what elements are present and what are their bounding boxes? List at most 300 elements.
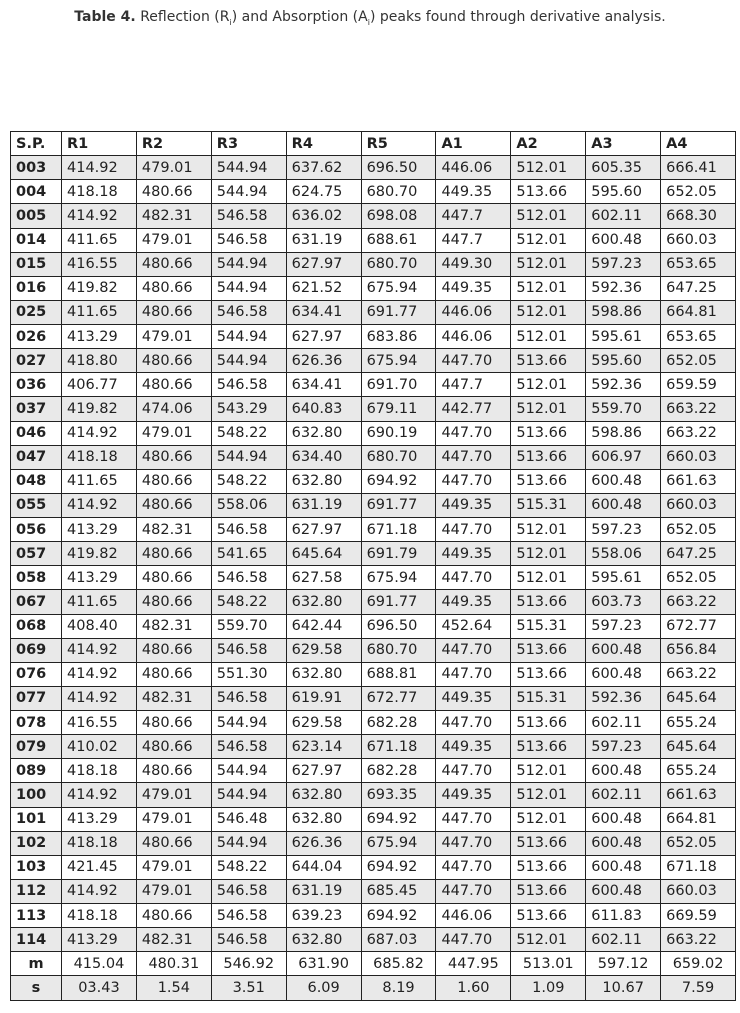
peaks-table [10, 131, 736, 1001]
value-cell: 512.01 [511, 276, 586, 300]
sample-point-cell: 113 [11, 904, 62, 928]
value-cell: 479.01 [136, 325, 211, 349]
value-cell: 632.80 [286, 662, 361, 686]
table-stats [11, 952, 736, 1000]
value-cell: 644.04 [286, 855, 361, 879]
header-r1: R1 [62, 132, 137, 156]
value-cell: 558.06 [211, 493, 286, 517]
value-cell: 479.01 [136, 156, 211, 180]
value-cell: 419.82 [62, 276, 137, 300]
value-cell: 474.06 [136, 397, 211, 421]
header-r3: R3 [211, 132, 286, 156]
value-cell: 675.94 [361, 566, 436, 590]
value-cell: 482.31 [136, 686, 211, 710]
value-cell: 414.92 [62, 156, 137, 180]
value-cell: 600.48 [586, 228, 661, 252]
value-cell: 513.66 [511, 735, 586, 759]
value-cell: 694.92 [361, 807, 436, 831]
value-cell: 682.28 [361, 711, 436, 735]
value-cell: 480.66 [136, 180, 211, 204]
value-cell: 600.48 [586, 469, 661, 493]
value-cell: 480.66 [136, 493, 211, 517]
value-cell: 627.97 [286, 518, 361, 542]
value-cell: 632.80 [286, 469, 361, 493]
stat-value-cell: 3.51 [211, 976, 286, 1000]
value-cell: 544.94 [211, 445, 286, 469]
sample-point-cell: 036 [11, 373, 62, 397]
stat-value-cell: 659.02 [661, 952, 736, 976]
value-cell: 413.29 [62, 325, 137, 349]
value-cell: 513.66 [511, 879, 586, 903]
stat-value-cell: 1.60 [436, 976, 511, 1000]
value-cell: 446.06 [436, 156, 511, 180]
value-cell: 447.70 [436, 349, 511, 373]
value-cell: 546.58 [211, 373, 286, 397]
value-cell: 558.06 [586, 542, 661, 566]
value-cell: 690.19 [361, 421, 436, 445]
value-cell: 627.97 [286, 252, 361, 276]
value-cell: 671.18 [361, 518, 436, 542]
value-cell: 698.08 [361, 204, 436, 228]
table-row [11, 831, 736, 855]
value-cell: 419.82 [62, 542, 137, 566]
table-row [11, 807, 736, 831]
value-cell: 446.06 [436, 904, 511, 928]
stat-value-cell: 597.12 [586, 952, 661, 976]
value-cell: 663.22 [661, 662, 736, 686]
value-cell: 653.65 [661, 252, 736, 276]
value-cell: 605.35 [586, 156, 661, 180]
table-row [11, 469, 736, 493]
stat-value-cell: 8.19 [361, 976, 436, 1000]
value-cell: 512.01 [511, 373, 586, 397]
value-cell: 634.41 [286, 373, 361, 397]
value-cell: 693.35 [361, 783, 436, 807]
value-cell: 548.22 [211, 469, 286, 493]
value-cell: 479.01 [136, 807, 211, 831]
value-cell: 627.97 [286, 759, 361, 783]
value-cell: 544.94 [211, 325, 286, 349]
value-cell: 663.22 [661, 590, 736, 614]
value-cell: 480.66 [136, 349, 211, 373]
sample-point-cell: 102 [11, 831, 62, 855]
value-cell: 631.19 [286, 493, 361, 517]
sample-point-cell: 016 [11, 276, 62, 300]
value-cell: 447.70 [436, 879, 511, 903]
table-caption [0, 9, 740, 27]
value-cell: 447.7 [436, 228, 511, 252]
value-cell: 546.58 [211, 518, 286, 542]
caption-text-c: ) peaks found through derivative analysis. [369, 9, 666, 25]
sample-point-cell: 089 [11, 759, 62, 783]
sample-point-cell: 046 [11, 421, 62, 445]
value-cell: 626.36 [286, 831, 361, 855]
value-cell: 447.70 [436, 518, 511, 542]
value-cell: 669.59 [661, 904, 736, 928]
stat-value-cell: 7.59 [661, 976, 736, 1000]
value-cell: 548.22 [211, 590, 286, 614]
value-cell: 414.92 [62, 493, 137, 517]
table-row [11, 879, 736, 903]
header-r4: R4 [286, 132, 361, 156]
value-cell: 600.48 [586, 879, 661, 903]
value-cell: 513.66 [511, 711, 586, 735]
value-cell: 419.82 [62, 397, 137, 421]
value-cell: 627.58 [286, 566, 361, 590]
value-cell: 602.11 [586, 783, 661, 807]
value-cell: 606.97 [586, 445, 661, 469]
value-cell: 513.66 [511, 904, 586, 928]
value-cell: 482.31 [136, 204, 211, 228]
value-cell: 546.58 [211, 686, 286, 710]
value-cell: 639.23 [286, 904, 361, 928]
value-cell: 634.40 [286, 445, 361, 469]
value-cell: 691.70 [361, 373, 436, 397]
value-cell: 691.77 [361, 300, 436, 324]
value-cell: 544.94 [211, 831, 286, 855]
value-cell: 660.03 [661, 445, 736, 469]
value-cell: 655.24 [661, 711, 736, 735]
value-cell: 631.19 [286, 228, 361, 252]
value-cell: 418.18 [62, 445, 137, 469]
value-cell: 413.29 [62, 518, 137, 542]
value-cell: 682.28 [361, 759, 436, 783]
sample-point-cell: 067 [11, 590, 62, 614]
value-cell: 480.66 [136, 735, 211, 759]
value-cell: 696.50 [361, 156, 436, 180]
table-row [11, 180, 736, 204]
table-row [11, 904, 736, 928]
value-cell: 515.31 [511, 493, 586, 517]
value-cell: 411.65 [62, 300, 137, 324]
table-row [11, 855, 736, 879]
value-cell: 598.86 [586, 421, 661, 445]
sample-point-cell: 014 [11, 228, 62, 252]
value-cell: 513.66 [511, 831, 586, 855]
value-cell: 480.66 [136, 662, 211, 686]
value-cell: 632.80 [286, 807, 361, 831]
value-cell: 652.05 [661, 831, 736, 855]
value-cell: 621.52 [286, 276, 361, 300]
value-cell: 652.05 [661, 349, 736, 373]
stat-value-cell: 1.09 [511, 976, 586, 1000]
value-cell: 672.77 [661, 614, 736, 638]
value-cell: 600.48 [586, 759, 661, 783]
value-cell: 406.77 [62, 373, 137, 397]
value-cell: 513.66 [511, 349, 586, 373]
value-cell: 414.92 [62, 783, 137, 807]
value-cell: 675.94 [361, 276, 436, 300]
sample-point-cell: 079 [11, 735, 62, 759]
sample-point-cell: 025 [11, 300, 62, 324]
value-cell: 546.58 [211, 566, 286, 590]
value-cell: 447.70 [436, 759, 511, 783]
header-r2: R2 [136, 132, 211, 156]
value-cell: 512.01 [511, 325, 586, 349]
value-cell: 413.29 [62, 807, 137, 831]
value-cell: 480.66 [136, 542, 211, 566]
value-cell: 652.05 [661, 518, 736, 542]
value-cell: 513.66 [511, 855, 586, 879]
value-cell: 624.75 [286, 180, 361, 204]
stat-value-cell: 03.43 [62, 976, 137, 1000]
value-cell: 447.70 [436, 445, 511, 469]
caption-text-b: ) and Absorption (A [231, 9, 368, 25]
value-cell: 632.80 [286, 783, 361, 807]
value-cell: 688.61 [361, 228, 436, 252]
sample-point-cell: 077 [11, 686, 62, 710]
value-cell: 592.36 [586, 276, 661, 300]
stat-value-cell: 480.31 [136, 952, 211, 976]
value-cell: 652.05 [661, 566, 736, 590]
value-cell: 447.7 [436, 204, 511, 228]
sample-point-cell: 026 [11, 325, 62, 349]
value-cell: 647.25 [661, 542, 736, 566]
value-cell: 663.22 [661, 421, 736, 445]
value-cell: 627.97 [286, 325, 361, 349]
value-cell: 512.01 [511, 783, 586, 807]
value-cell: 544.94 [211, 180, 286, 204]
sample-point-cell: 015 [11, 252, 62, 276]
sample-point-cell: 114 [11, 928, 62, 952]
value-cell: 559.70 [211, 614, 286, 638]
value-cell: 411.65 [62, 469, 137, 493]
value-cell: 512.01 [511, 542, 586, 566]
value-cell: 449.30 [436, 252, 511, 276]
value-cell: 687.03 [361, 928, 436, 952]
value-cell: 652.05 [661, 180, 736, 204]
value-cell: 680.70 [361, 180, 436, 204]
stat-label-cell: s [11, 976, 62, 1000]
value-cell: 480.66 [136, 590, 211, 614]
value-cell: 480.66 [136, 711, 211, 735]
table-row [11, 662, 736, 686]
value-cell: 634.41 [286, 300, 361, 324]
value-cell: 661.63 [661, 469, 736, 493]
value-cell: 636.02 [286, 204, 361, 228]
mean-row [11, 952, 736, 976]
value-cell: 480.66 [136, 759, 211, 783]
value-cell: 546.58 [211, 735, 286, 759]
value-cell: 447.70 [436, 807, 511, 831]
value-cell: 414.92 [62, 204, 137, 228]
value-cell: 512.01 [511, 252, 586, 276]
value-cell: 645.64 [661, 686, 736, 710]
sample-point-cell: 055 [11, 493, 62, 517]
value-cell: 479.01 [136, 421, 211, 445]
value-cell: 414.92 [62, 686, 137, 710]
table-row [11, 421, 736, 445]
value-cell: 602.11 [586, 711, 661, 735]
value-cell: 602.11 [586, 204, 661, 228]
header-a4: A4 [661, 132, 736, 156]
value-cell: 595.60 [586, 349, 661, 373]
value-cell: 680.70 [361, 445, 436, 469]
value-cell: 671.18 [661, 855, 736, 879]
header-a3: A3 [586, 132, 661, 156]
value-cell: 546.58 [211, 204, 286, 228]
value-cell: 672.77 [361, 686, 436, 710]
sample-point-cell: 100 [11, 783, 62, 807]
value-cell: 447.70 [436, 855, 511, 879]
value-cell: 546.58 [211, 904, 286, 928]
value-cell: 513.66 [511, 638, 586, 662]
header-row [11, 132, 736, 156]
value-cell: 691.79 [361, 542, 436, 566]
value-cell: 512.01 [511, 807, 586, 831]
value-cell: 544.94 [211, 349, 286, 373]
value-cell: 512.01 [511, 228, 586, 252]
value-cell: 543.29 [211, 397, 286, 421]
value-cell: 512.01 [511, 156, 586, 180]
value-cell: 632.80 [286, 421, 361, 445]
value-cell: 603.73 [586, 590, 661, 614]
table-row [11, 759, 736, 783]
value-cell: 447.70 [436, 469, 511, 493]
header-sample-point: S.P. [11, 132, 62, 156]
value-cell: 513.66 [511, 469, 586, 493]
table-row [11, 276, 736, 300]
table-row [11, 711, 736, 735]
value-cell: 546.58 [211, 638, 286, 662]
sample-point-cell: 047 [11, 445, 62, 469]
sample-point-cell: 004 [11, 180, 62, 204]
sample-point-cell: 057 [11, 542, 62, 566]
value-cell: 513.66 [511, 590, 586, 614]
value-cell: 446.06 [436, 300, 511, 324]
table-row [11, 735, 736, 759]
sample-point-cell: 056 [11, 518, 62, 542]
value-cell: 675.94 [361, 349, 436, 373]
value-cell: 637.62 [286, 156, 361, 180]
table-row [11, 228, 736, 252]
sample-point-cell: 048 [11, 469, 62, 493]
value-cell: 629.58 [286, 638, 361, 662]
value-cell: 512.01 [511, 759, 586, 783]
sample-point-cell: 078 [11, 711, 62, 735]
header-a2: A2 [511, 132, 586, 156]
value-cell: 482.31 [136, 928, 211, 952]
value-cell: 480.66 [136, 638, 211, 662]
sample-point-cell: 005 [11, 204, 62, 228]
value-cell: 592.36 [586, 373, 661, 397]
value-cell: 632.80 [286, 590, 361, 614]
stat-label-cell: m [11, 952, 62, 976]
value-cell: 447.70 [436, 711, 511, 735]
value-cell: 449.35 [436, 276, 511, 300]
value-cell: 546.58 [211, 228, 286, 252]
value-cell: 515.31 [511, 614, 586, 638]
stat-value-cell: 546.92 [211, 952, 286, 976]
value-cell: 416.55 [62, 711, 137, 735]
header-r5: R5 [361, 132, 436, 156]
value-cell: 694.92 [361, 904, 436, 928]
value-cell: 512.01 [511, 397, 586, 421]
stat-value-cell: 6.09 [286, 976, 361, 1000]
stat-value-cell: 513.01 [511, 952, 586, 976]
value-cell: 600.48 [586, 855, 661, 879]
value-cell: 691.77 [361, 493, 436, 517]
table-row [11, 783, 736, 807]
table-row [11, 928, 736, 952]
table-row [11, 590, 736, 614]
value-cell: 685.45 [361, 879, 436, 903]
table-row [11, 518, 736, 542]
value-cell: 595.60 [586, 180, 661, 204]
value-cell: 696.50 [361, 614, 436, 638]
value-cell: 418.18 [62, 904, 137, 928]
value-cell: 592.36 [586, 686, 661, 710]
table-row [11, 493, 736, 517]
value-cell: 544.94 [211, 156, 286, 180]
table-row [11, 325, 736, 349]
table-row [11, 349, 736, 373]
value-cell: 449.35 [436, 735, 511, 759]
value-cell: 480.66 [136, 373, 211, 397]
table-row [11, 686, 736, 710]
value-cell: 544.94 [211, 711, 286, 735]
value-cell: 447.70 [436, 566, 511, 590]
value-cell: 418.80 [62, 349, 137, 373]
value-cell: 546.58 [211, 879, 286, 903]
sample-point-cell: 101 [11, 807, 62, 831]
value-cell: 447.70 [436, 421, 511, 445]
value-cell: 411.65 [62, 228, 137, 252]
stat-value-cell: 10.67 [586, 976, 661, 1000]
value-cell: 611.83 [586, 904, 661, 928]
sample-point-cell: 037 [11, 397, 62, 421]
value-cell: 418.18 [62, 759, 137, 783]
std-dev-row [11, 976, 736, 1000]
value-cell: 655.24 [661, 759, 736, 783]
value-cell: 513.66 [511, 421, 586, 445]
value-cell: 663.22 [661, 928, 736, 952]
sample-point-cell: 103 [11, 855, 62, 879]
value-cell: 452.64 [436, 614, 511, 638]
value-cell: 544.94 [211, 252, 286, 276]
value-cell: 600.48 [586, 638, 661, 662]
value-cell: 544.94 [211, 783, 286, 807]
value-cell: 551.30 [211, 662, 286, 686]
caption-sub-a: i [229, 17, 232, 27]
value-cell: 546.48 [211, 807, 286, 831]
value-cell: 597.23 [586, 735, 661, 759]
value-cell: 647.25 [661, 276, 736, 300]
stat-value-cell: 1.54 [136, 976, 211, 1000]
table-row [11, 373, 736, 397]
value-cell: 600.48 [586, 662, 661, 686]
value-cell: 512.01 [511, 300, 586, 324]
stat-value-cell: 447.95 [436, 952, 511, 976]
value-cell: 480.66 [136, 566, 211, 590]
stat-value-cell: 415.04 [62, 952, 137, 976]
value-cell: 414.92 [62, 638, 137, 662]
value-cell: 694.92 [361, 469, 436, 493]
value-cell: 442.77 [436, 397, 511, 421]
value-cell: 548.22 [211, 855, 286, 879]
value-cell: 653.65 [661, 325, 736, 349]
value-cell: 679.11 [361, 397, 436, 421]
value-cell: 544.94 [211, 276, 286, 300]
value-cell: 480.66 [136, 904, 211, 928]
value-cell: 645.64 [661, 735, 736, 759]
value-cell: 663.22 [661, 397, 736, 421]
value-cell: 447.70 [436, 662, 511, 686]
caption-text-a: Reflection (R [140, 9, 230, 25]
value-cell: 449.35 [436, 590, 511, 614]
table-row [11, 566, 736, 590]
value-cell: 631.19 [286, 879, 361, 903]
